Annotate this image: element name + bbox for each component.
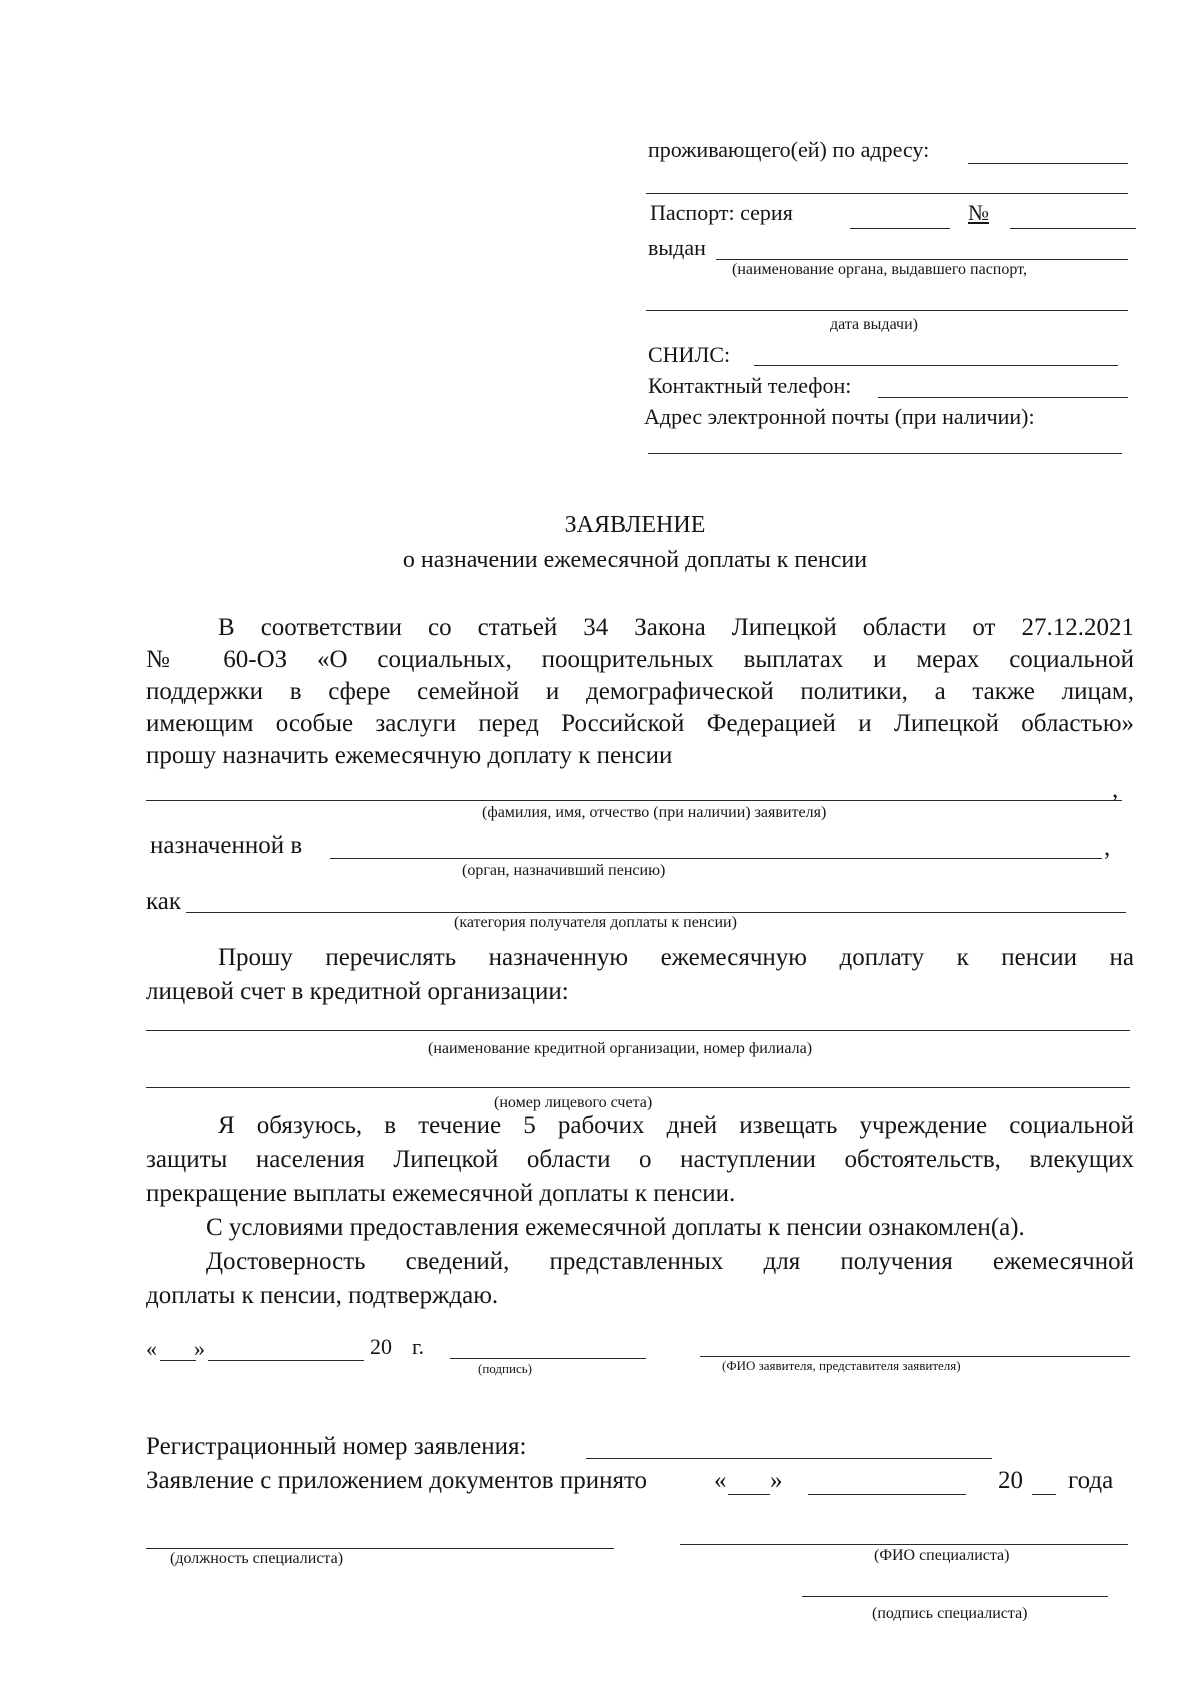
applicant-signature-field[interactable] bbox=[450, 1358, 646, 1359]
accepted-day-field[interactable] bbox=[728, 1494, 770, 1495]
date-day-field[interactable] bbox=[160, 1360, 196, 1361]
fio-comma: , bbox=[1112, 776, 1119, 803]
applicant-fio-field[interactable] bbox=[146, 800, 1122, 801]
issuer-caption: (наименование органа, выдавшего паспорт, bbox=[732, 261, 1027, 278]
accepted-year-suffix: года bbox=[1068, 1467, 1114, 1494]
as-label: как bbox=[146, 888, 182, 915]
accepted-month-field[interactable] bbox=[808, 1494, 966, 1495]
applicant-fio-signature-field[interactable] bbox=[700, 1356, 1130, 1357]
intro-line: имеющим особые заслуги перед Российской Федерацией и Липецкой областью» bbox=[146, 710, 1134, 737]
applicant-fio-caption: (ФИО заявителя, представителя заявителя) bbox=[722, 1358, 961, 1373]
phone-label: Контактный телефон: bbox=[648, 373, 852, 398]
intro-line: поддержки в сфере семейной и демографической политики, а также лицам, bbox=[146, 678, 1134, 705]
address-label: проживающего(ей) по адресу: bbox=[648, 137, 930, 162]
year-suffix: г. bbox=[412, 1334, 425, 1359]
category-caption: (категория получателя доплаты к пенсии) bbox=[454, 914, 737, 931]
specialist-signature-caption: (подпись специалиста) bbox=[872, 1605, 1028, 1622]
pension-organ-field[interactable] bbox=[330, 858, 1102, 859]
acknowledged-line: С условиями предоставления ежемесячной доплаты к пенсии ознакомлен(а). bbox=[206, 1214, 1025, 1241]
obligation-line: защиты населения Липецкой области о наступлении обстоятельств, влекущих bbox=[146, 1146, 1134, 1173]
category-field[interactable] bbox=[186, 912, 1126, 913]
intro-line: прошу назначить ежемесячную доплату к пенсии bbox=[146, 742, 673, 769]
position-caption: (должность специалиста) bbox=[170, 1550, 344, 1567]
accepted-quote-close: » bbox=[770, 1467, 783, 1494]
reliability-line: Достоверность сведений, представленных для получения ежемесячной bbox=[206, 1248, 1134, 1275]
organ-caption: (орган, назначивший пенсию) bbox=[462, 862, 666, 879]
accepted-label: Заявление с приложением документов принято bbox=[146, 1467, 648, 1494]
year-prefix: 20 bbox=[370, 1334, 392, 1359]
accepted-year-field[interactable] bbox=[1032, 1494, 1056, 1495]
bank-caption: (наименование кредитной организации, номер филиала) bbox=[428, 1040, 813, 1057]
email-label: Адрес электронной почты (при наличии): bbox=[644, 404, 1035, 429]
address-field-line-2[interactable] bbox=[646, 193, 1128, 194]
accepted-year-prefix: 20 bbox=[998, 1467, 1023, 1494]
passport-number-label: № bbox=[968, 200, 989, 225]
passport-series-label: Паспорт: серия bbox=[650, 200, 793, 225]
snils-label: СНИЛС: bbox=[648, 342, 731, 367]
passport-series-field[interactable] bbox=[850, 228, 950, 229]
issued-label: выдан bbox=[648, 235, 706, 260]
organ-comma: , bbox=[1104, 834, 1111, 861]
address-field[interactable] bbox=[968, 163, 1128, 164]
registration-number-field[interactable] bbox=[586, 1458, 992, 1459]
phone-field[interactable] bbox=[878, 397, 1128, 398]
registration-number-label: Регистрационный номер заявления: bbox=[146, 1433, 527, 1460]
issue-date-caption: дата выдачи) bbox=[830, 316, 918, 333]
account-field[interactable] bbox=[146, 1087, 1130, 1088]
intro-line: № 60-ОЗ «О социальных, поощрительных выплатах и мерах социальной bbox=[146, 646, 1134, 673]
issued-by-field-line-2[interactable] bbox=[646, 310, 1128, 311]
account-caption: (номер лицевого счета) bbox=[494, 1094, 653, 1111]
obligation-line: Я обязуюсь, в течение 5 рабочих дней извещать учреждение социальной bbox=[218, 1112, 1134, 1139]
specialist-fio-caption: (ФИО специалиста) bbox=[874, 1547, 1010, 1564]
date-month-field[interactable] bbox=[208, 1360, 364, 1361]
document-subtitle: о назначении ежемесячной доплаты к пенсии bbox=[402, 547, 868, 573]
date-quote-open: « bbox=[146, 1336, 157, 1361]
specialist-fio-field[interactable] bbox=[680, 1544, 1128, 1545]
snils-field[interactable] bbox=[754, 365, 1118, 366]
assigned-label: назначенной в bbox=[150, 832, 303, 859]
specialist-signature-field[interactable] bbox=[802, 1596, 1108, 1597]
issued-by-field[interactable] bbox=[716, 259, 1128, 260]
accepted-quote-open: « bbox=[714, 1467, 727, 1494]
signature-caption: (подпись) bbox=[478, 1361, 532, 1376]
bank-field[interactable] bbox=[146, 1030, 1130, 1031]
transfer-line: лицевой счет в кредитной организации: bbox=[146, 978, 569, 1005]
obligation-line: прекращение выплаты ежемесячной доплаты к пенсии. bbox=[146, 1180, 736, 1207]
passport-number-field[interactable] bbox=[1010, 228, 1136, 229]
reliability-line: доплаты к пенсии, подтверждаю. bbox=[146, 1282, 499, 1309]
document-title: ЗАЯВЛЕНИЕ bbox=[564, 512, 706, 538]
email-field[interactable] bbox=[648, 453, 1122, 454]
transfer-line: Прошу перечислять назначенную ежемесячную доплату к пенсии на bbox=[218, 944, 1134, 971]
date-quote-close: » bbox=[194, 1336, 205, 1361]
fio-caption: (фамилия, имя, отчество (при наличии) заявителя) bbox=[482, 804, 827, 821]
specialist-position-field[interactable] bbox=[146, 1548, 614, 1549]
intro-line: В соответствии со статьей 34 Закона Липецкой области от 27.12.2021 bbox=[218, 614, 1134, 641]
